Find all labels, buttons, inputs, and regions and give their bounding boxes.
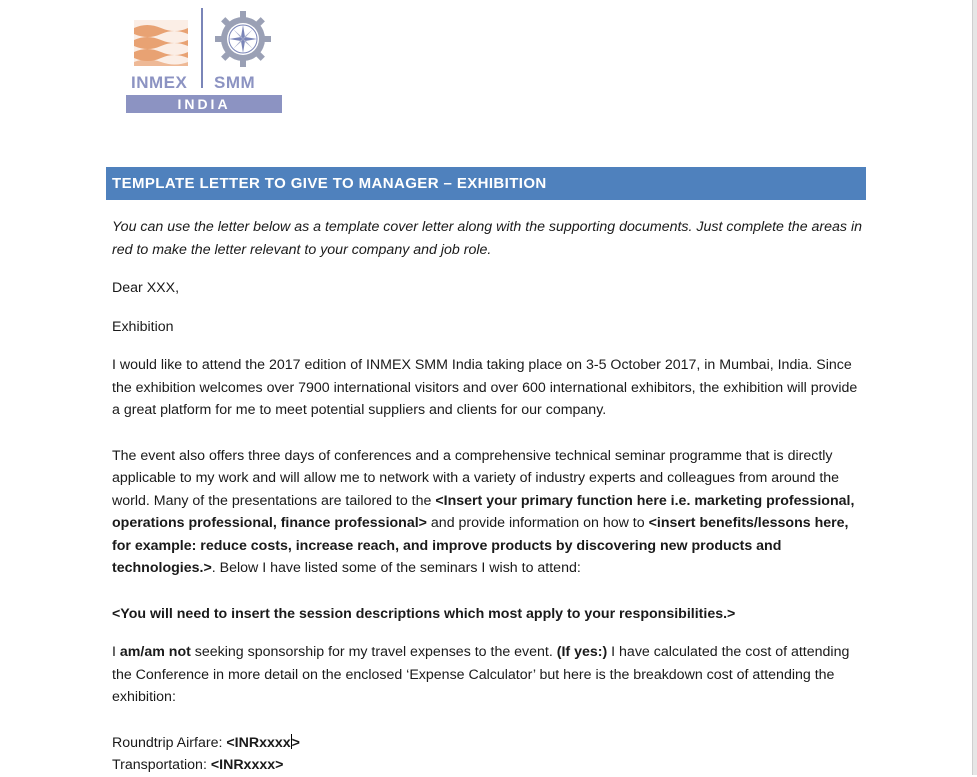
logo-india-bar: INDIA <box>126 95 282 113</box>
paragraph-3 <box>112 641 862 709</box>
page-edge <box>972 0 977 775</box>
cost-line-transportation <box>112 754 862 777</box>
paragraph-3-text-c: I have calculated the cost of attending the Conference in more detail on the enclosed ‘Expense Calculator’ but here is the breakdown cost of attending the exhibition: <box>112 644 850 705</box>
salutation: Dear XXX, <box>112 280 180 296</box>
inmex-smm-logo <box>126 8 282 114</box>
session-note: <You will need to insert the session descriptions which most apply to your responsibilities.> <box>112 605 736 622</box>
cost-value: <INRxxxx> <box>210 757 284 773</box>
cost-value-end: > <box>291 734 300 751</box>
paragraph-2 <box>112 445 862 580</box>
cost-value: <INRxxxx <box>226 734 291 751</box>
placeholder-benefits: <insert benefits/lessons here, for example: reduce costs, increase reach, and improve products by discovering new products and technologies.> <box>112 515 849 576</box>
logo-inmex-text: INMEX <box>131 73 188 92</box>
section-heading: TEMPLATE LETTER TO GIVE TO MANAGER – EXHIBITION <box>106 167 866 200</box>
cost-label: Transportation: <box>112 757 211 773</box>
subject-line: Exhibition <box>112 318 174 335</box>
logo-divider <box>201 8 203 88</box>
paragraph-2-text-b: and provide information on how to <box>426 515 649 531</box>
logo-smm-text: SMM <box>214 73 256 92</box>
cost-label: Roundtrip Airfare: <box>112 734 227 751</box>
paragraph-3-text-a: I <box>112 644 120 660</box>
intro-paragraph: You can use the letter below as a template cover letter along with the supporting documents. Just complete the areas in red to make the letter relevant to your company and job role. <box>112 219 863 258</box>
placeholder-am-am-not: am/am not <box>119 644 191 660</box>
paragraph-2-text-a: The event also offers three days of conferences and a comprehensive technical seminar programme that is directly applicable to my work and will allow me to network with a variety of industry experts and colleagues from around the world. Many of the presentations are tailored to the <box>112 447 840 509</box>
paragraph-1: I would like to attend the 2017 edition of INMEX SMM India taking place on 3-5 October 2017, in Mumbai, India. Since the exhibition welcomes over 7900 international visitors and over 600 international exhibitors, the exhibition will provide a great platform for me to meet potential suppliers and clients for our company. <box>112 357 858 418</box>
placeholder-if-yes: (If yes:) <box>556 644 608 660</box>
waves-icon <box>134 20 188 66</box>
cost-line-airfare <box>112 732 862 755</box>
gear-compass-icon <box>214 10 272 68</box>
paragraph-3-text-b: seeking sponsorship for my travel expenses to the event. <box>190 644 557 660</box>
letter-body <box>112 216 862 777</box>
placeholder-primary-function: <Insert your primary function here i.e. marketing professional, operations professional, finance professional> <box>112 492 855 531</box>
paragraph-2-text-c: . Below I have listed some of the seminars I wish to attend: <box>211 560 581 576</box>
